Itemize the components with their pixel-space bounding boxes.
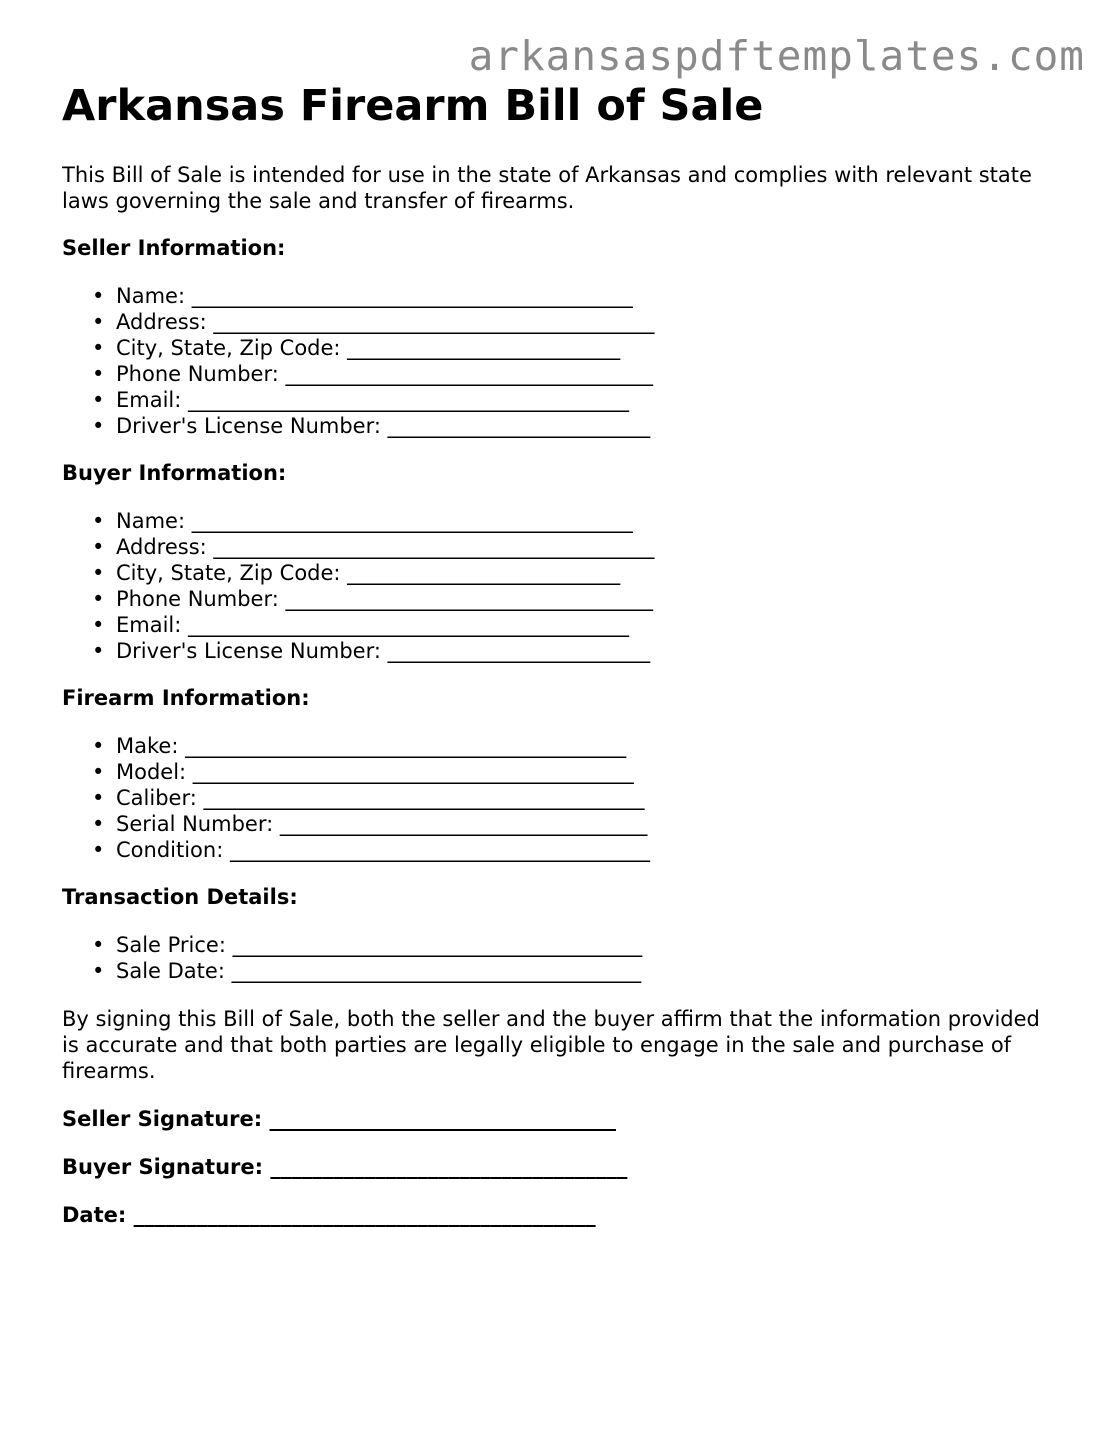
seller-name-field[interactable]: • Name: __________________________________________ [92,284,633,308]
seller-address-field[interactable]: • Address: __________________________________________ [92,310,655,334]
sale-price-field[interactable]: • Sale Price: _______________________________________ [92,933,643,957]
bullet: • [92,535,105,559]
seller-signature-field[interactable]: Seller Signature: _________________________________ [62,1107,616,1131]
bullet: • [92,414,105,438]
seller-city-state-zip-field[interactable]: • City, State, Zip Code: __________________________ [92,336,621,360]
buyer-address-field[interactable]: • Address: __________________________________________ [92,535,655,559]
closing-paragraph: By signing this Bill of Sale, both the seller and the buyer affirm that the information provided is accurate and that both parties are legally eligible to engage in the sale and purchase of firearms. [62,1007,1040,1083]
bullet: • [92,310,105,334]
buyer-license-field[interactable]: • Driver's License Number: _________________________ [92,639,651,663]
date-field[interactable]: Date: ____________________________________________ [62,1203,596,1227]
bullet: • [92,613,105,637]
bullet: • [92,959,105,983]
bullet: • [92,362,105,386]
bullet: • [92,388,105,412]
buyer-name-field[interactable]: • Name: __________________________________________ [92,509,633,533]
watermark: arkansaspdftemplates.com [468,32,1085,80]
bullet: • [92,509,105,533]
buyer-email-field[interactable]: • Email: __________________________________________ [92,613,630,637]
sale-date-field[interactable]: • Sale Date: _______________________________________ [92,959,642,983]
transaction-field-list [62,932,1052,984]
seller-email-field[interactable]: • Email: __________________________________________ [92,388,630,412]
intro-paragraph: This Bill of Sale is intended for use in the state of Arkansas and complies with relevant state laws governing the sale and transfer of firearms. [62,163,1032,213]
bullet: • [92,786,105,810]
bullet: • [92,284,105,308]
buyer-phone-field[interactable]: • Phone Number: ___________________________________ [92,587,653,611]
bullet: • [92,639,105,663]
firearm-make-field[interactable]: • Make: __________________________________________ [92,734,627,758]
bullet: • [92,734,105,758]
seller-phone-field[interactable]: • Phone Number: ___________________________________ [92,362,653,386]
bullet: • [92,561,105,585]
buyer-signature-field[interactable]: Buyer Signature: __________________________________ [62,1155,628,1179]
document-page [62,80,1052,1228]
firearm-section-heading: Firearm Information: [62,686,310,710]
document-title: Arkansas Firearm Bill of Sale [62,81,764,131]
transaction-section-heading: Transaction Details: [62,885,298,909]
bullet: • [92,812,105,836]
firearm-condition-field[interactable]: • Condition: ________________________________________ [92,838,650,862]
bullet: • [92,336,105,360]
seller-field-list [62,283,1052,439]
bullet: • [92,760,105,784]
bullet: • [92,838,105,862]
bullet: • [92,587,105,611]
seller-license-field[interactable]: • Driver's License Number: _________________________ [92,414,651,438]
seller-section-heading: Seller Information: [62,236,286,260]
firearm-field-list [62,733,1052,863]
firearm-serial-field[interactable]: • Serial Number: ___________________________________ [92,812,648,836]
bullet: • [92,933,105,957]
buyer-field-list [62,508,1052,664]
buyer-city-state-zip-field[interactable]: • City, State, Zip Code: __________________________ [92,561,621,585]
buyer-section-heading: Buyer Information: [62,461,287,485]
firearm-caliber-field[interactable]: • Caliber: __________________________________________ [92,786,645,810]
firearm-model-field[interactable]: • Model: __________________________________________ [92,760,634,784]
